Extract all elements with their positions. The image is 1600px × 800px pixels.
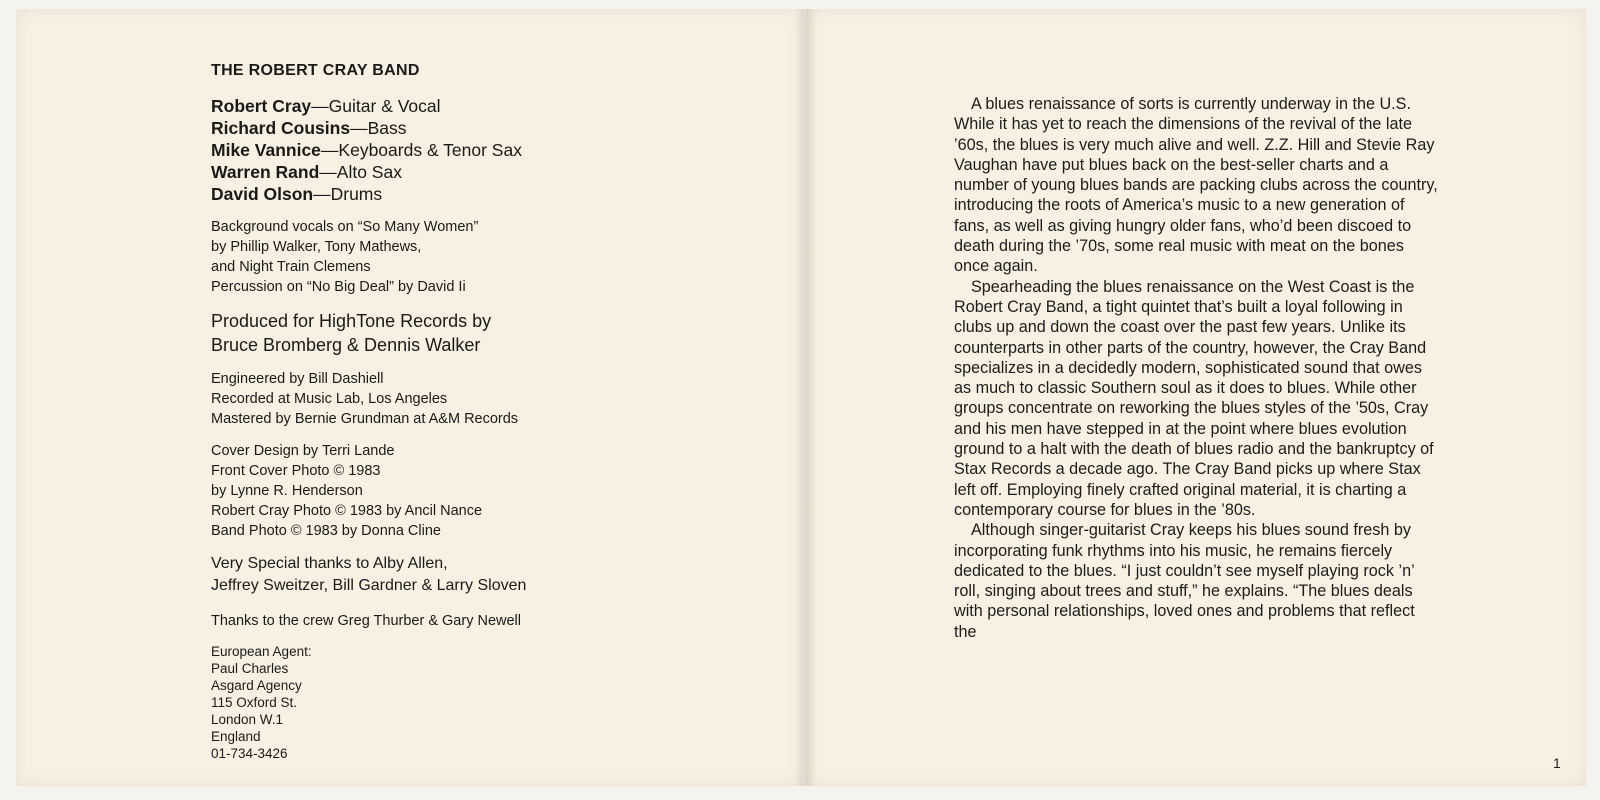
essay-paragraph: Although singer-guitarist Cray keeps his blues sound fresh by incorporating funk rhythms into his music, he remains fiercely dedicated to the blues. “I just couldn’t see myself playing rock ’n’ roll, singing about trees and stuff,” he explains. “The blues deals with personal relationships, loved ones and problems that reflect the xyxy=(954,521,1415,641)
design-photo-credits xyxy=(211,441,691,541)
credit-line: Bruce Bromberg & Dennis Walker xyxy=(211,335,481,355)
member-richard-cousins xyxy=(211,117,691,139)
member-name: Robert Cray xyxy=(211,96,312,116)
liner-notes-essay xyxy=(954,94,1440,642)
special-thanks xyxy=(211,553,691,597)
essay-paragraph: A blues renaissance of sorts is currently underway in the U.S. While it has yet to reach the dimensions of the revival of the late ’60s, the blues is very much alive and well. Z.Z. Hill and Stevie Ray Vaughan have put blues back on the best-seller charts and a number of young blues bands are packing clubs across the country, introducing the roots of America’s music to a new generation of fans, as well as giving hungry older fans, who’d been discoed to death during the ’70s, some real music with meat on the bones once again. xyxy=(954,95,1438,276)
agent-line: Asgard Agency xyxy=(211,678,302,693)
credit-line: Very Special thanks to Alby Allen, xyxy=(211,555,448,572)
member-name: Mike Vannice xyxy=(211,140,321,160)
crew-thanks: Thanks to the crew Greg Thurber & Gary Newell xyxy=(211,613,521,629)
agent-line: Paul Charles xyxy=(211,661,289,676)
member-name: David Olson xyxy=(211,184,314,204)
member-name: Richard Cousins xyxy=(211,118,351,138)
member-role: —Guitar & Vocal xyxy=(311,96,441,116)
member-robert-cray xyxy=(211,95,691,117)
member-role: —Keyboards & Tenor Sax xyxy=(320,140,522,160)
credit-line: and Night Train Clemens xyxy=(211,259,371,275)
member-warren-rand xyxy=(211,161,691,183)
essay-paragraph: Spearheading the blues renaissance on the West Coast is the Robert Cray Band, a tight quintet that’s built a loyal following in clubs up and down the coast over the past few years. Unlike its counterparts in other parts of the country, however, the Cray Band specializes in a decidedly modern, sophisticated sound that owes as much to classic Southern soul as it does to blues. While other groups concentrate on reworking the blues styles of the ’50s, Cray and his men have stepped in at the point where blues evolution ground to a halt with the death of blues radio and the bankruptcy of Stax Records a decade ago. The Cray Band picks up where Stax left off. Employing finely crafted original material, it is charting a contemporary course for blues in the ’80s. xyxy=(954,277,1434,519)
band-title: THE ROBERT CRAY BAND xyxy=(211,62,420,79)
member-david-olson xyxy=(211,183,691,205)
member-role: —Bass xyxy=(350,118,407,138)
credit-line: by Phillip Walker, Tony Mathews, xyxy=(211,239,422,255)
member-role: —Drums xyxy=(313,184,383,204)
agent-line: 01-734-3426 xyxy=(211,746,288,761)
background-vocals-credits xyxy=(211,217,691,297)
credit-line: by Lynne R. Henderson xyxy=(211,483,363,499)
band-members xyxy=(211,95,691,205)
credit-line: Robert Cray Photo © 1983 by Ancil Nance xyxy=(211,503,483,519)
credit-line: Front Cover Photo © 1983 xyxy=(211,463,381,479)
agent-line: European Agent: xyxy=(211,644,312,659)
agent-line: London W.1 xyxy=(211,712,284,727)
member-name: Warren Rand xyxy=(211,162,320,182)
credit-line: Recorded at Music Lab, Los Angeles xyxy=(211,391,448,407)
credit-line: Produced for HighTone Records by xyxy=(211,311,492,331)
page-number: 1 xyxy=(1553,755,1561,771)
credit-line: Engineered by Bill Dashiell xyxy=(211,371,384,387)
producer-credits xyxy=(211,309,691,357)
credit-line: Band Photo © 1983 by Donna Cline xyxy=(211,523,441,539)
credit-line: Cover Design by Terri Lande xyxy=(211,443,395,459)
member-role: —Alto Sax xyxy=(319,162,402,182)
booklet-gutter xyxy=(795,9,817,786)
member-mike-vannice xyxy=(211,139,691,161)
engineering-credits xyxy=(211,369,691,429)
credit-line: Percussion on “No Big Deal” by David Ii xyxy=(211,279,466,295)
credit-line: Jeffrey Sweitzer, Bill Gardner & Larry Sloven xyxy=(211,577,527,594)
european-agent xyxy=(211,643,691,762)
credits-column xyxy=(211,62,691,762)
credit-line: Background vocals on “So Many Women” xyxy=(211,219,479,235)
agent-line: England xyxy=(211,729,261,744)
agent-line: 115 Oxford St. xyxy=(211,695,298,710)
credit-line: Mastered by Bernie Grundman at A&M Records xyxy=(211,411,519,427)
